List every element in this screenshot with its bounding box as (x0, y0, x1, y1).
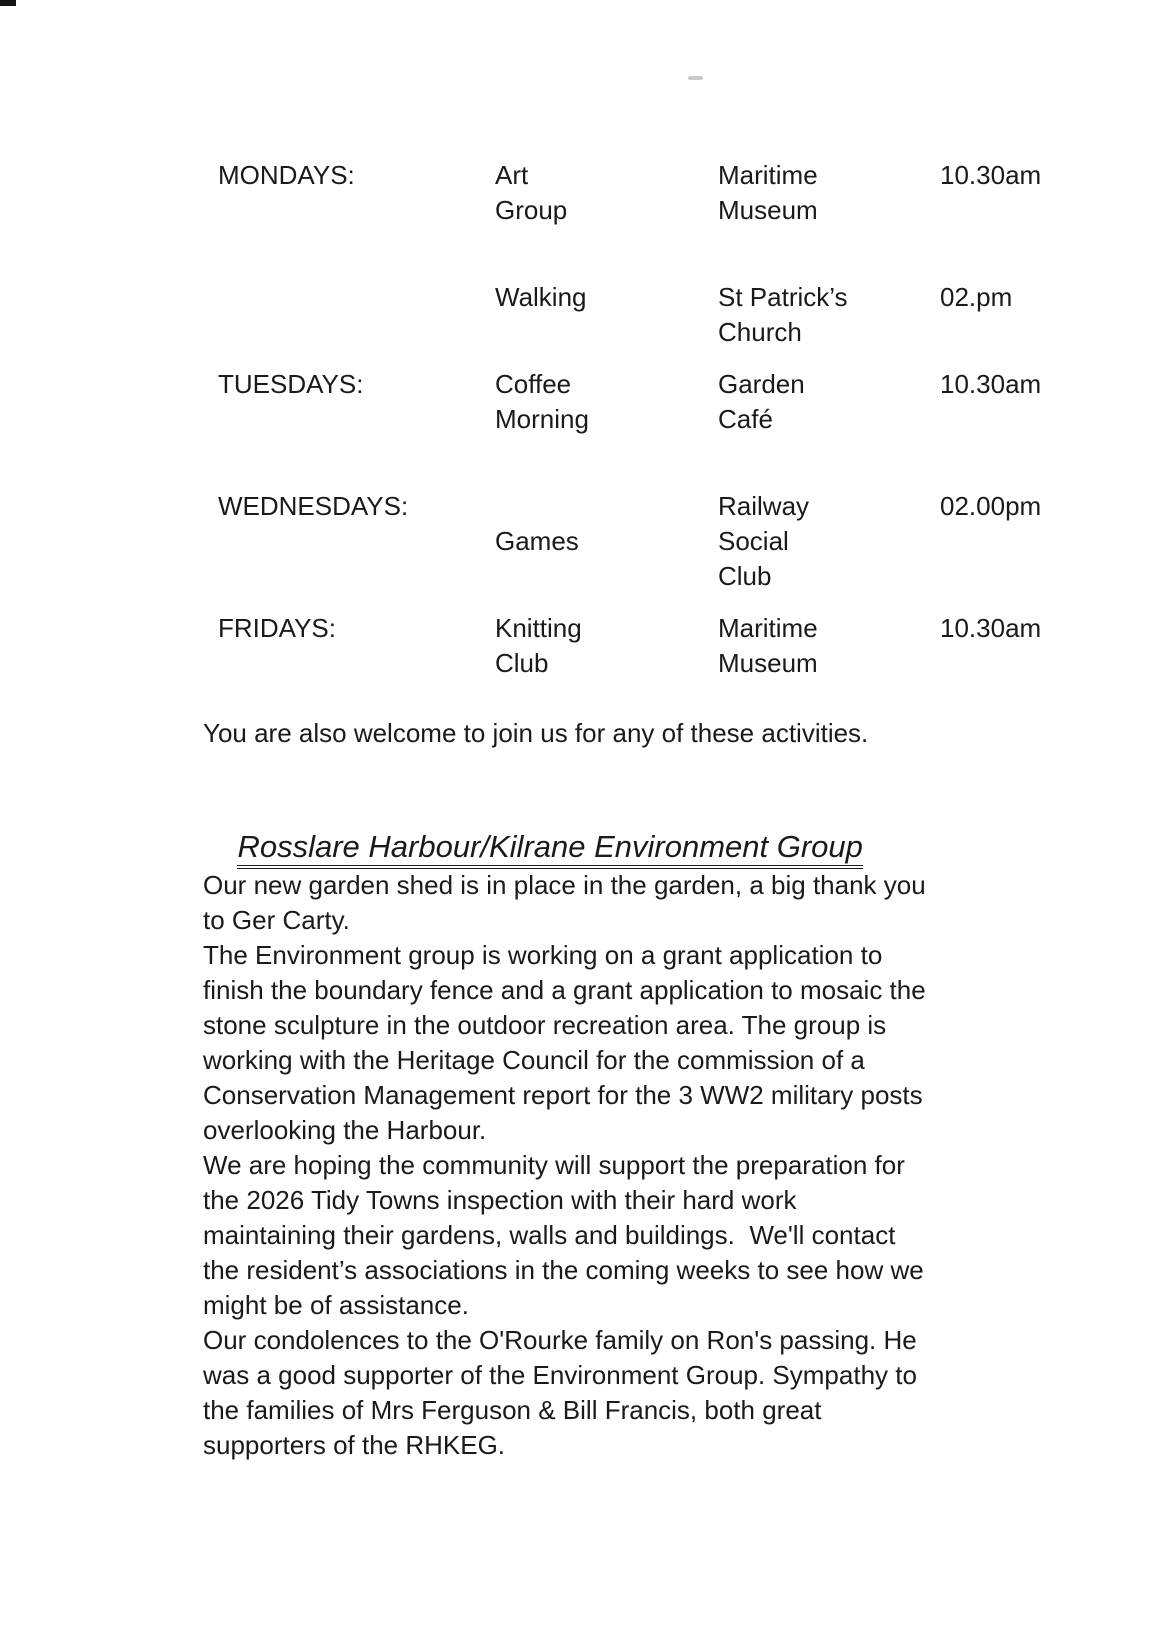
day-label: WEDNESDAYS: (218, 491, 409, 521)
activity-cell: Games (495, 526, 579, 556)
day-label: FRIDAYS: (218, 613, 336, 643)
schedule-row-fridays (218, 611, 1080, 681)
activity-cell: Coffee Morning (495, 369, 589, 434)
location-cell: Maritime Museum (718, 160, 818, 225)
welcome-text: You are also welcome to join us for any of these activities. (203, 718, 869, 748)
day-label: MONDAYS: (218, 160, 355, 190)
location-cell: Railway Social Club (718, 491, 810, 591)
paragraph: We are hoping the community will support the preparation for the 2026 Tidy Towns inspection with their hard work maintaining their gardens, walls and buildings. We'll contact the resident’s associations in the coming weeks to see how we might be of assistance. (203, 1150, 924, 1320)
time-label: 02.pm (940, 282, 1013, 312)
day-label (218, 280, 495, 315)
schedule-row-mondays (218, 158, 1080, 228)
paragraph: Our new garden shed is in place in the garden, a big thank you to Ger Carty. (203, 870, 926, 935)
time-label: 10.30am (940, 613, 1042, 643)
time-label: 10.30am (940, 160, 1042, 190)
schedule-row-wednesdays (218, 489, 1080, 594)
schedule-row-tuesdays (218, 367, 1080, 437)
scan-corner-artifact (0, 0, 16, 6)
activity-cell: Art Group (495, 160, 568, 225)
scan-smudge-artifact (688, 76, 703, 80)
activity-cell: Walking (495, 282, 587, 312)
location-cell: Maritime Museum (718, 613, 818, 678)
time-label: 10.30am (940, 369, 1042, 399)
location-cell: Garden Café (718, 369, 805, 434)
paragraph: The Environment group is working on a grant application to finish the boundary fence and a grant application to mosaic the stone sculpture in the outdoor recreation area. The group is working with the Heritage Council for the commission of a Conservation Management report for the 3 WW2 military posts overlooking the Harbour. (203, 940, 926, 1145)
activity-cell: Knitting Club (495, 613, 582, 678)
environment-group-body (203, 868, 1033, 1463)
schedule-row-walking (218, 280, 1080, 350)
location-cell: St Patrick’s Church (718, 282, 848, 347)
paragraph: Our condolences to the O'Rourke family on Ron's passing. He was a good supporter of the Environment Group. Sympathy to the families of Mrs Ferguson & Bill Francis, both great supporters of the RHKEG. (203, 1325, 917, 1460)
day-label: TUESDAYS: (218, 369, 364, 399)
section-heading-text: Rosslare Harbour/Kilrane Environment Group (237, 829, 862, 869)
weekly-activity-schedule (218, 158, 1080, 681)
time-label: 02.00pm (940, 491, 1042, 521)
